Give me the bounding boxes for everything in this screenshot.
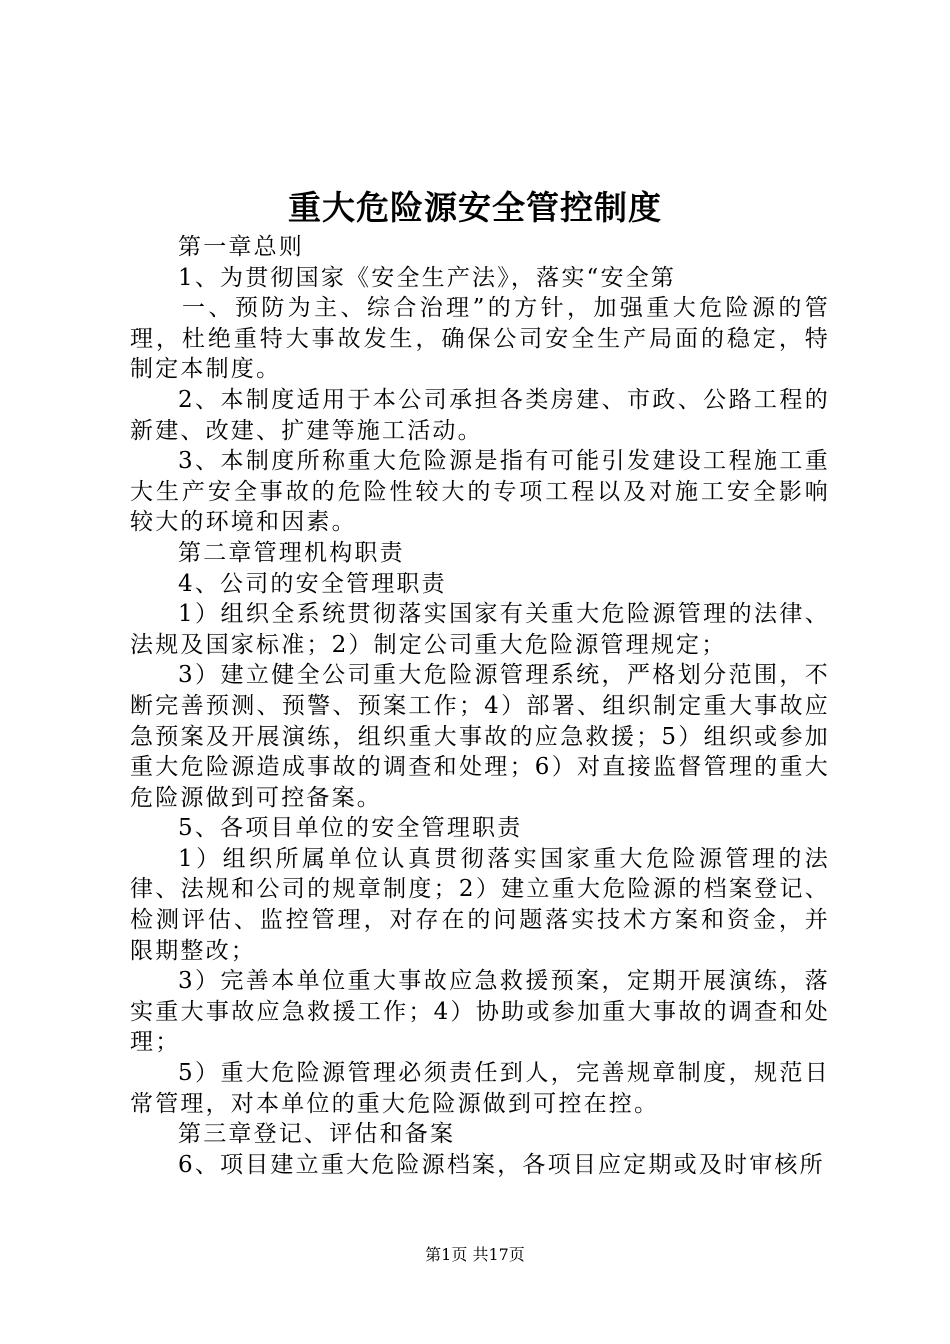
paragraph-4-item-3: 3）建立健全公司重大危险源管理系统，严格划分范围，不断完善预测、预警、预案工作；4）部署、组织制定重大事故应急预案及开展演练，组织重大事故的应急救援；5）组织或参加重大危险源造成事故的调查和处理；6）对直接监督管理的重大危险源做到可控备案。 [130,662,830,811]
paragraph-5-item-5: 5）重大危险源管理必须责任到人，完善规章制度，规范日常管理，对本单位的重大危险源做到可控在控。 [130,1060,830,1117]
document-body [130,232,830,1180]
paragraph-5-item-3: 3）完善本单位重大事故应急救援预案，定期开展演练，落实重大事故应急救援工作；4）协助或参加重大事故的调查和处理； [130,968,830,1056]
paragraph-1: 1、为贯彻国家《安全生产法》，落实“安全第 [178,264,677,291]
document-title: 重大危险源安全管控制度 [288,188,662,227]
paragraph-5-item-1: 1）组织所属单位认真贯彻落实国家重大危险源管理的法律、法规和公司的规章制度；2）建立重大危险源的档案登记、检测评估、监控管理，对存在的问题落实技术方案和资金，并限期整改； [130,845,830,964]
paragraph-1-continued: 一、预防为主、综合治理”的方针，加强重大危险源的管理，杜绝重特大事故发生，确保公司安全生产局面的稳定，特制定本制度。 [130,295,830,383]
chapter-heading-1: 第一章总则 [178,234,304,260]
paragraph-2: 2、本制度适用于本公司承担各类房建、市政、公路工程的新建、改建、扩建等施工活动。 [130,386,830,444]
chapter-heading-2: 第二章管理机构职责 [178,539,405,566]
page-number-footer: 第1页 共17页 [425,1245,525,1264]
chapter-heading-3: 第三章登记、评估和备案 [178,1121,456,1148]
paragraph-3: 3、本制度所称重大危险源是指有可能引发建设工程施工重大生产安全事故的危险性较大的专项工程以及对施工安全影响较大的环境和因素。 [130,448,830,536]
paragraph-4-item-1: 1）组织全系统贯彻落实国家有关重大危险源管理的法律、法规及国家标准；2）制定公司重大危险源管理规定； [130,601,830,658]
paragraph-5: 5、各项目单位的安全管理职责 [178,815,523,842]
paragraph-6: 6、项目建立重大危险源档案，各项目应定期或及时审核所 [178,1151,825,1178]
paragraph-4: 4、公司的安全管理职责 [178,570,447,597]
